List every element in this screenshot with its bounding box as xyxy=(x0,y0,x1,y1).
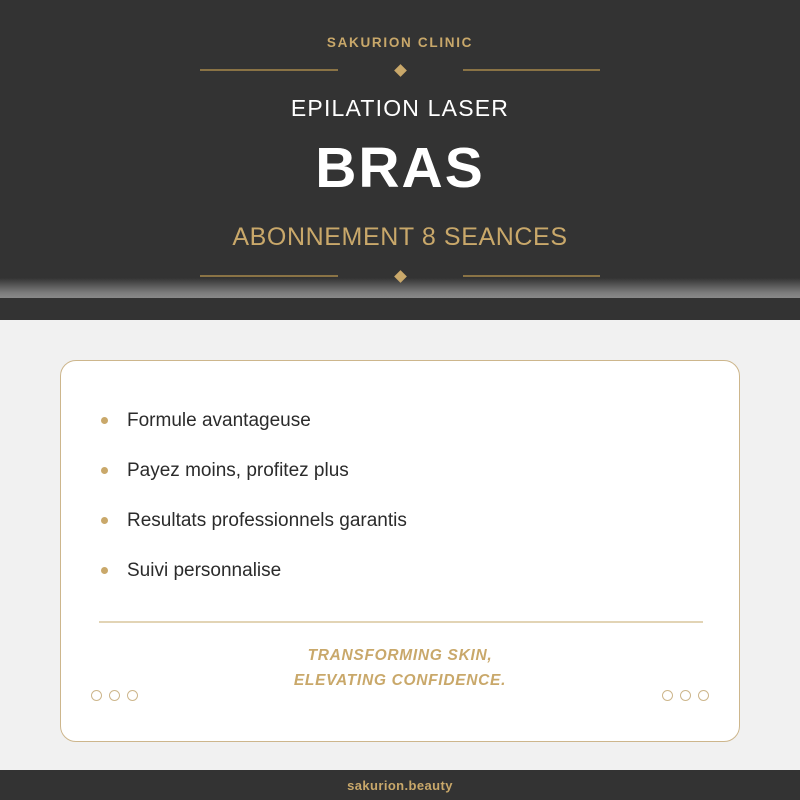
divider-rule-left xyxy=(200,69,338,71)
poster-footer xyxy=(0,770,800,800)
page-title: BRAS xyxy=(315,135,485,200)
subscription-label: ABONNEMENT 8 SEANCES xyxy=(232,222,568,251)
benefits-list xyxy=(99,395,701,595)
list-item xyxy=(99,445,701,495)
circle-outline-icon xyxy=(680,690,691,701)
poster-header xyxy=(0,0,800,278)
social-handle: sakurion.beauty xyxy=(347,777,453,793)
header-shadow-strip xyxy=(0,298,800,320)
tagline-line-1: TRANSFORMING SKIN, xyxy=(307,647,493,664)
service-kicker: EPILATION LASER xyxy=(290,94,510,121)
divider-rule-right xyxy=(463,275,601,277)
circle-outline-icon xyxy=(698,690,709,701)
decorative-rings-left xyxy=(91,690,138,701)
bullet-icon xyxy=(101,417,108,424)
tagline-line-2: ELEVATING CONFIDENCE. xyxy=(293,672,507,689)
diamond-icon xyxy=(394,64,407,77)
poster-body xyxy=(0,320,800,770)
benefit-label: Formule avantageuse xyxy=(127,409,311,431)
bullet-icon xyxy=(101,567,108,574)
benefit-label: Resultats professionnels garantis xyxy=(127,509,407,531)
divider-rule-left xyxy=(200,275,338,277)
list-item xyxy=(99,395,701,445)
list-item xyxy=(99,545,701,595)
card-separator xyxy=(99,621,703,623)
ornament-divider-top xyxy=(200,66,600,75)
circle-outline-icon xyxy=(91,690,102,701)
benefits-card xyxy=(60,360,740,742)
benefit-label: Payez moins, profitez plus xyxy=(127,459,349,481)
tagline xyxy=(61,643,739,693)
decorative-rings-right xyxy=(662,690,709,701)
brand-name: SAKURION CLINIC xyxy=(326,35,474,50)
ornament-divider-bottom xyxy=(200,272,600,281)
divider-rule-right xyxy=(463,69,601,71)
bullet-icon xyxy=(101,467,108,474)
list-item xyxy=(99,495,701,545)
benefit-label: Suivi personnalise xyxy=(127,559,282,581)
circle-outline-icon xyxy=(662,690,673,701)
circle-outline-icon xyxy=(127,690,138,701)
circle-outline-icon xyxy=(109,690,120,701)
bullet-icon xyxy=(101,517,108,524)
diamond-icon xyxy=(394,270,407,283)
